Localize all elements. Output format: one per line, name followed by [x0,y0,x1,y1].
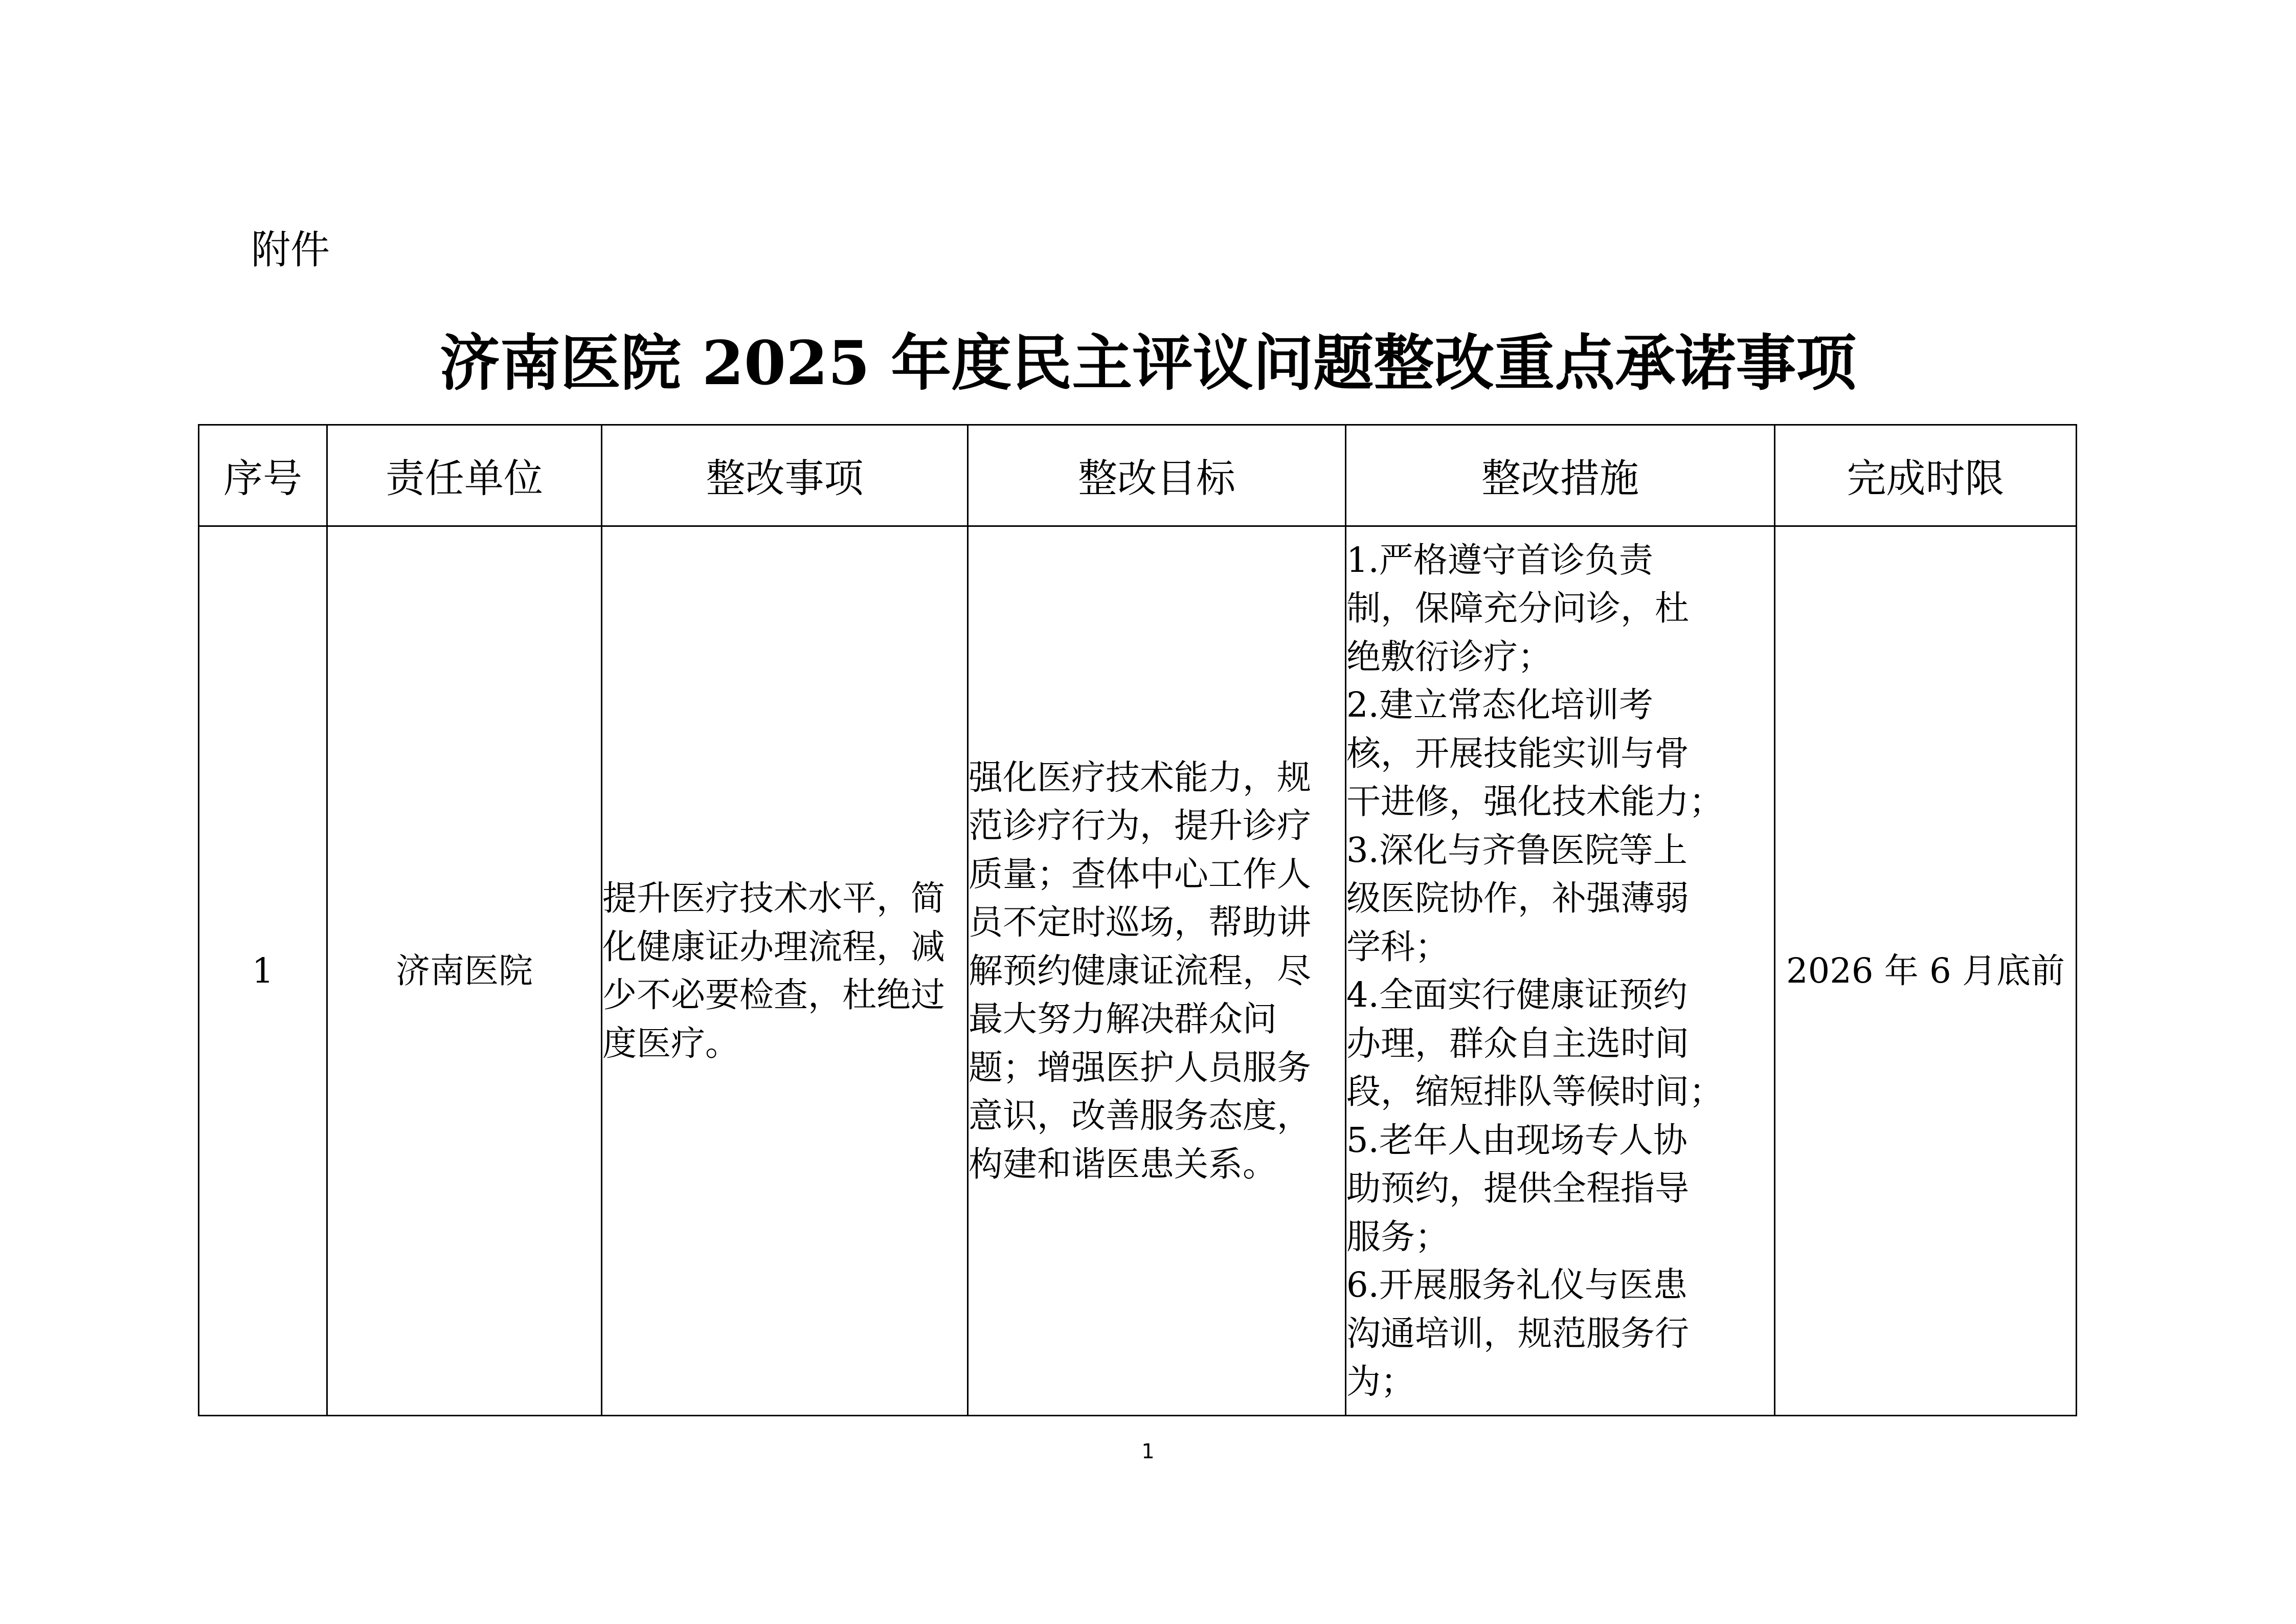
measure-line: 4.全面实行健康证预约 [1346,975,1687,1015]
rectification-table [198,424,2077,1416]
cell-seq: 1 [199,526,327,1416]
table-row [199,526,2077,1416]
cell-item: 提升医疗技术水平，简化健康证办理流程，减少不必要检查，杜绝过度医疗。 [602,526,968,1416]
column-header-seq: 序号 [199,425,327,526]
measure-line: 3.深化与齐鲁医院等上 [1346,830,1687,870]
column-header-item: 整改事项 [602,425,968,526]
measure-line: 为； [1346,1362,1415,1401]
measure-line: 沟通培训，规范服务行 [1346,1313,1689,1353]
measure-line: 制，保障充分问诊，杜 [1346,588,1689,628]
measure-line: 2.建立常态化培训考 [1346,685,1653,725]
measure-line: 1.严格遵守首诊负责 [1346,540,1653,580]
column-header-goal: 整改目标 [968,425,1346,526]
measure-line: 助预约，提供全程指导 [1346,1168,1689,1208]
table-header-row [199,425,2077,526]
document-title: 济南医院 2025 年度民主评议问题整改重点承诺事项 [439,327,1857,398]
measure-line: 核，开展技能实训与骨 [1346,733,1689,773]
cell-deadline: 2026 年 6 月底前 [1775,526,2077,1416]
measure-line: 学科； [1346,926,1449,967]
measure-line: 干进修，强化技术能力； [1346,782,1723,821]
measure-line: 服务； [1346,1216,1449,1257]
column-header-deadline: 完成时限 [1775,425,2077,526]
measure-line: 6.开展服务礼仪与医患 [1346,1265,1687,1305]
measure-line: 办理，群众自主选时间 [1346,1023,1689,1063]
column-header-measures: 整改措施 [1346,425,1775,526]
measure-line: 段，缩短排队等候时间； [1346,1072,1723,1111]
attachment-label: 附件 [251,228,330,273]
column-header-unit: 责任单位 [327,425,602,526]
measure-line: 绝敷衍诊疗； [1346,636,1552,677]
page-number: 1 [1141,1440,1155,1463]
cell-goal: 强化医疗技术能力，规范诊疗行为，提升诊疗质量；查体中心工作人员不定时巡场，帮助讲解预约健康证流程，尽最大努力解决群众问题；增强医护人员服务意识，改善服务态度，构建和谐医患关系。 [968,526,1346,1416]
cell-unit: 济南医院 [327,526,602,1416]
measure-line: 5.老年人由现场专人协 [1346,1120,1687,1160]
cell-measures [1346,526,1775,1416]
measure-line: 级医院协作，补强薄弱 [1346,878,1689,918]
